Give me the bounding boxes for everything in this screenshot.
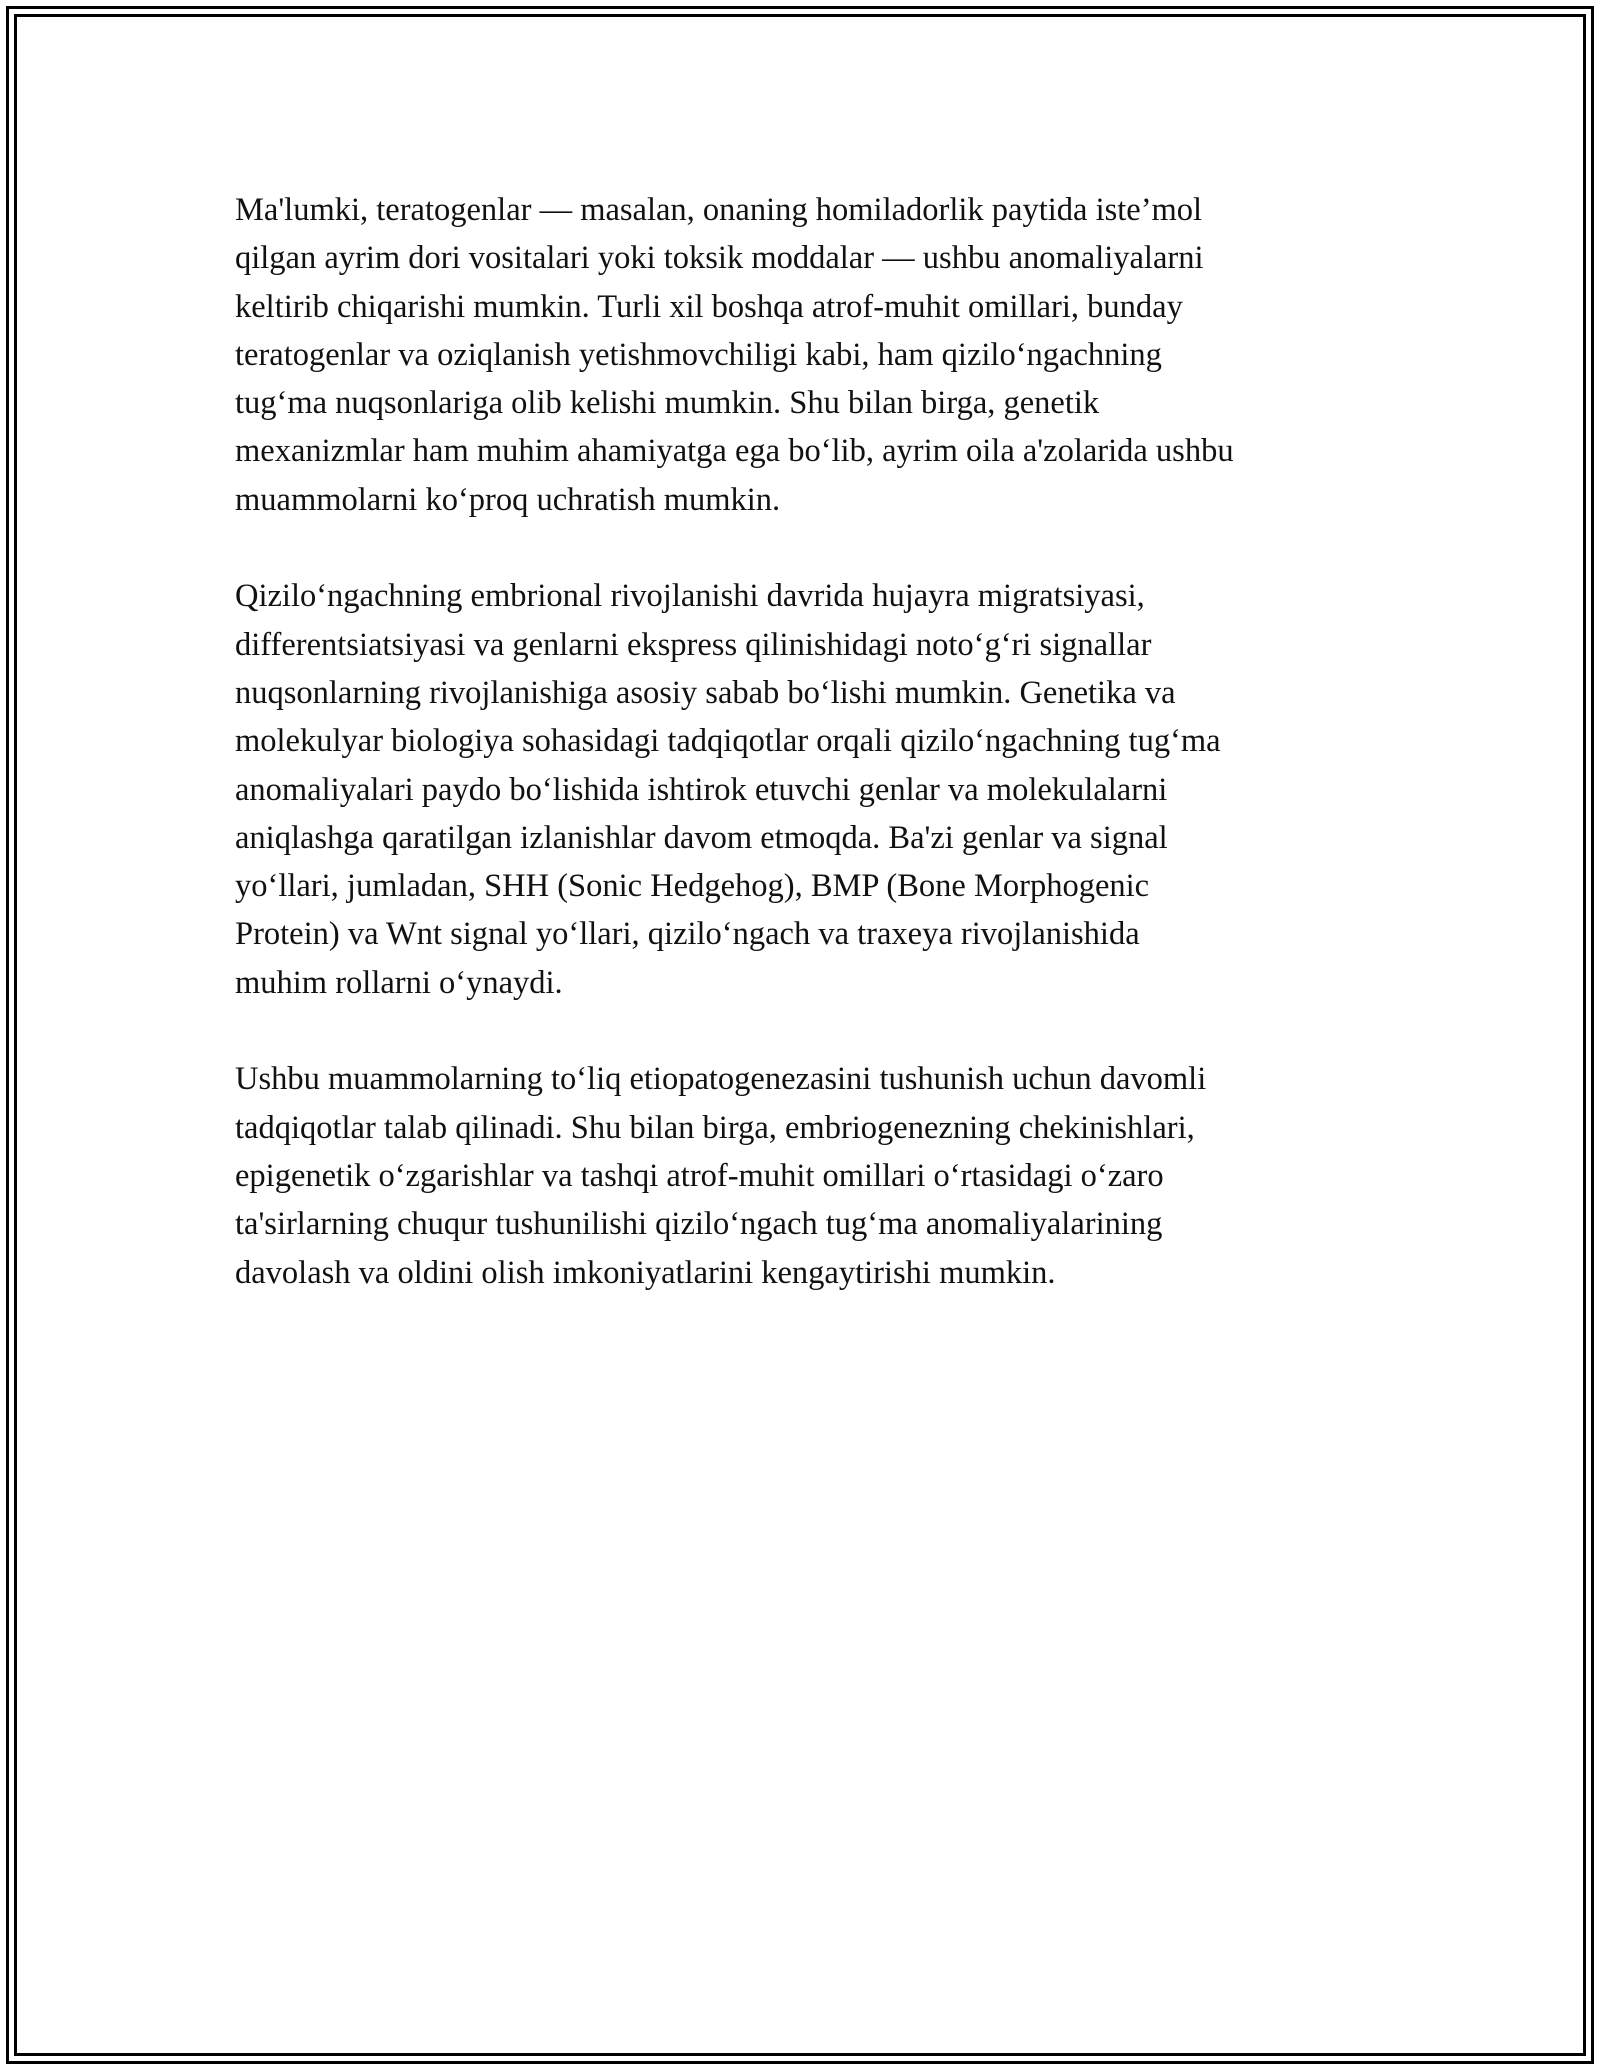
paragraph-line: teratogenlar va oziqlanish yetishmovchiligi kabi, ham qizilo‘ngachning xyxy=(235,336,1162,373)
paragraph-line: davolash va oldini olish imkoniyatlarini kengaytirishi mumkin. xyxy=(235,1254,1056,1291)
paragraph-line: differentsiatsiyasi va genlarni ekspress qilinishidagi noto‘g‘ri signallar xyxy=(235,626,1152,663)
paragraph-line: molekulyar biologiya sohasidagi tadqiqotlar orqali qizilo‘ngachning tug‘ma xyxy=(235,723,1221,760)
paragraph-line: anomaliyalari paydo bo‘lishida ishtirok etuvchi genlar va molekulalarni xyxy=(235,771,1168,808)
document-body xyxy=(235,186,1385,1345)
paragraph-line: tug‘ma nuqsonlariga olib kelishi mumkin. Shu bilan birga, genetik xyxy=(235,385,1100,422)
paragraph-line: ta'sirlarning chuqur tushunilishi qizilo‘ngach tug‘ma anomaliyalarining xyxy=(235,1206,1163,1243)
paragraph-line: yo‘llari, jumladan, SHH (Sonic Hedgehog), BMP (Bone Morphogenic xyxy=(235,868,1150,905)
paragraph-line: epigenetik o‘zgarishlar va tashqi atrof-muhit omillari o‘rtasidagi o‘zaro xyxy=(235,1157,1164,1194)
paragraph-line: Qizilo‘ngachning embrional rivojlanishi davrida hujayra migratsiyasi, xyxy=(235,578,1145,615)
paragraph-line: keltirib chiqarishi mumkin. Turli xil boshqa atrof-muhit omillari, bunday xyxy=(235,288,1183,325)
paragraph-line: aniqlashga qaratilgan izlanishlar davom etmoqda. Ba'zi genlar va signal xyxy=(235,819,1168,856)
paragraph-2 xyxy=(235,572,1385,1007)
paragraph-3 xyxy=(235,1055,1385,1296)
paragraph-line: Protein) va Wnt signal yo‘llari, qizilo‘ngach va traxeya rivojlanishida xyxy=(235,916,1140,953)
paragraph-line: mexanizmlar ham muhim ahamiyatga ega bo‘lib, ayrim oila a'zolarida ushbu xyxy=(235,433,1234,470)
paragraph-line: muammolarni ko‘proq uchratish mumkin. xyxy=(235,481,781,518)
paragraph-line: Ma'lumki, teratogenlar — masalan, onaning homiladorlik paytida iste’mol xyxy=(235,192,1203,228)
paragraph-1 xyxy=(235,186,1385,524)
paragraph-line: qilgan ayrim dori vositalari yoki toksik moddalar — ushbu anomaliyalarni xyxy=(235,240,1204,277)
paragraph-line: nuqsonlarning rivojlanishiga asosiy sabab bo‘lishi mumkin. Genetika va xyxy=(235,674,1176,711)
paragraph-line: tadqiqotlar talab qilinadi. Shu bilan birga, embriogenezning chekinishlari, xyxy=(235,1109,1195,1146)
paragraph-line: Ushbu muammolarning to‘liq etiopatogenezasini tushunish uchun davomli xyxy=(235,1061,1207,1098)
paragraph-line: muhim rollarni o‘ynaydi. xyxy=(235,964,563,1001)
